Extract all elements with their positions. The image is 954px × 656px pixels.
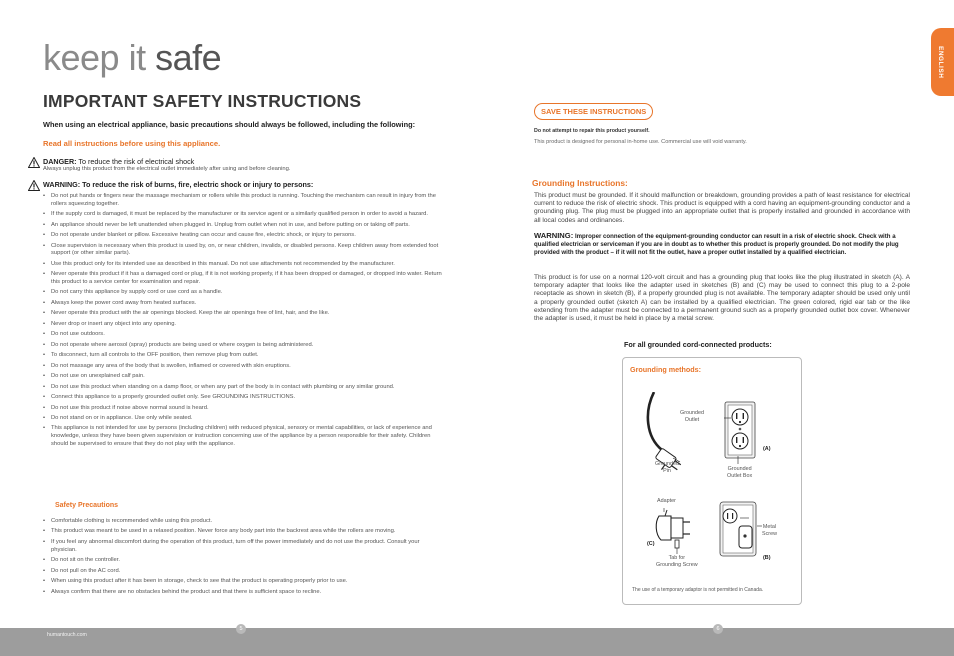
list-item: • Do not use this product when standing on a damp floor, or when any part of the body is in contact with plumbing or any similar ground. [43, 384, 448, 392]
label-line: Grounded [680, 410, 704, 416]
label-line: Pin [663, 467, 671, 474]
grounding-title: Grounding Instructions: [532, 178, 628, 188]
list-item: • Comfortable clothing is recommended while using this product. [43, 518, 438, 526]
grounded-outlet-icon [725, 402, 755, 458]
outlet-box-label [727, 466, 752, 479]
list-item: • Do not put hands or fingers near the massage mechanism or rollers while this product is running. Touching the mechanism can result in injury from the rollers squeezing together. [43, 193, 448, 208]
danger-block [28, 157, 448, 177]
list-item: • Connect this appliance to a properly grounded outlet only. See GROUNDING INSTRUCTIONS. [43, 394, 448, 402]
list-item: • Do not use on unexplained calf pain. [43, 373, 448, 381]
list-item: • Do not operate where aerosol (spray) products are being used or where oxygen is being administered. [43, 342, 448, 350]
warning-triangle-icon [28, 157, 40, 168]
language-tab-label: ENGLISH [937, 46, 944, 79]
grounding-methods-title: Grounding methods: [630, 365, 702, 374]
list-item: • If you feel any abnormal discomfort during the operation of this product, turn off the power immediately and do not use the product. Consult your physician. [43, 539, 438, 554]
save-instructions-badge: SAVE THESE INSTRUCTIONS [534, 103, 653, 120]
adapter-label: Adapter [657, 498, 676, 504]
metal-screw-label [762, 524, 777, 537]
warning-block [28, 180, 448, 192]
grounding-warning-text: Improper connection of the equipment-grounding conductor can result in a risk of electric shock. Check with a qualified electrician or serviceman if you are in doubt as to whether this product is properly grounded. Do not modify the plug provided with the product – if it will not fit the outlet, have a proper outlet installed by a qualified electrician. [534, 233, 899, 257]
grounding-text: This product must be grounded. If it should malfunction or breakdown, grounding provides a path of least resistance for electrical current to reduce the risk of electric shock. This product is equipped with a cord having an equipment-grounding conductor and a grounding plug. The plug must be plugged into an appropriate outlet that is properly installed and grounded in accordance with all local codes and ordinances. [534, 192, 910, 224]
page-number-right: 6 [713, 624, 723, 634]
list-item: • Never operate this product with the air openings blocked. Keep the air openings free of lint, hair, and the like. [43, 310, 448, 318]
for-all-products-heading: For all grounded cord-connected products: [624, 340, 772, 349]
grounding-warning-label: WARNING: [534, 231, 574, 240]
label-line: Screw [762, 530, 777, 537]
canada-note: The use of a temporary adaptor is not permitted in Canada. [632, 587, 764, 593]
list-item: • Never drop or insert any object into any opening. [43, 321, 448, 329]
page-title [43, 36, 221, 80]
grounding-warning [534, 232, 910, 258]
safety-precautions-title: Safety Precautions [55, 502, 119, 509]
list-item: • If the supply cord is damaged, it must be replaced by the manufacturer or its service agent or a similarly qualified person in order to avoid a hazard. [43, 211, 448, 219]
label-line: Grounding Screw [656, 561, 698, 568]
tab-grounding-label [656, 555, 698, 568]
sketch-a-diagram [640, 392, 790, 492]
list-item: • Do not sit on the controller. [43, 557, 438, 565]
warning-label: WARNING: [43, 180, 81, 189]
grounded-outlet-label [680, 410, 704, 423]
list-item: • An appliance should never be left unattended when plugged in. Unplug from outlet when not in use, and before putting on or taking off parts. [43, 222, 448, 230]
label-line: Grounded [655, 461, 679, 467]
list-item: • Always keep the power cord away from heated surfaces. [43, 300, 448, 308]
warning-triangle-icon [28, 180, 40, 191]
list-item: • Do not pull on the AC cord. [43, 568, 438, 576]
circuit-text: This product is for use on a normal 120-volt circuit and has a grounding plug that looks like the plug illustrated in sketch (A). A temporary adapter that looks like the adapter used in sketches (B) and (C) may be used to connect this plug to a 2-pole receptacle as shown in sketch (B), if a properly grounded plug is not available. The temporary adapter should be used only until a properly grounded outlet (sketch A) can be installed by a qualified electrician. The green colored, rigid ear tab or the like extending from the adapter must be connected to a permanent ground such as a properly grounded outlet box cover. Whenever the adapter is used, it must be held in place by a metal screw. [534, 274, 910, 323]
safety-bullet-list [43, 193, 448, 451]
sketch-c-tag: (C) [647, 541, 655, 547]
warning-heading: To reduce the risk of burns, fire, electric shock or injury to persons: [82, 180, 314, 189]
list-item: • Use this product only for its intended use as described in this manual. Do not use attachments not recommended by the manufacturer. [43, 261, 448, 269]
danger-heading: To reduce the risk of electrical shock [78, 157, 195, 166]
page-number-left: 5 [236, 624, 246, 634]
designed-text: This product is designed for personal in-home use. Commercial use will void warranty. [534, 139, 747, 145]
sketch-a-tag: (A) [763, 446, 771, 452]
language-tab[interactable] [931, 28, 954, 96]
title-keep-it: keep it [43, 37, 146, 78]
list-item: • Do not massage any area of the body that is swollen, inflamed or covered with skin eruptions. [43, 363, 448, 371]
list-item: • Do not use this product if noise above normal sound is heard. [43, 405, 448, 413]
list-item: • This product was meant to be used in a relaxed position. Never force any body part into the backrest area while the rollers are moving. [43, 528, 438, 536]
label-line: Tab for [668, 555, 686, 561]
label-line: Outlet [684, 416, 700, 423]
lead-text: When using an electrical appliance, basic precautions should always be followed, including the following: [43, 120, 416, 129]
list-item: • This appliance is not intended for use by persons (including children) with reduced physical, sensory or mental capabilities, or lack of experience and knowledge, unless they have been given supervision or instruction concerning use of the appliance by a person responsible for their safety. Children should be supervised to ensure that they do not play with the appliance. [43, 425, 448, 448]
power-cord-icon [648, 392, 662, 450]
dont-repair-text: Do not attempt to repair this product yourself. [534, 128, 650, 134]
list-item: • Do not use outdoors. [43, 331, 448, 339]
list-item: • Always confirm that there are no obstacles behind the product and that there is sufficient space to recline. [43, 589, 438, 597]
footer-url: humantouch.com [47, 632, 87, 638]
label-line: Metal [762, 524, 777, 530]
list-item: • To disconnect, turn all controls to the OFF position, then remove plug from outlet. [43, 352, 448, 360]
list-item: • Do not carry this appliance by supply cord or use cord as a handle. [43, 289, 448, 297]
title-safe: safe [155, 37, 222, 78]
list-item: • Do not stand on or in appliance. Use only while seated. [43, 415, 448, 423]
label-line: Grounded [727, 466, 752, 472]
sketch-b-tag: (B) [763, 555, 771, 561]
grounded-pin-label [655, 461, 679, 474]
safety-precautions-list [43, 518, 438, 599]
danger-label: DANGER: [43, 157, 77, 166]
section-title: IMPORTANT SAFETY INSTRUCTIONS [43, 91, 362, 111]
adapter-icon [656, 510, 690, 548]
list-item: • When using this product after it has been in storage, check to see that the product is operating properly prior to use. [43, 578, 438, 586]
label-line: Outlet Box [727, 472, 753, 479]
footer-bar [0, 628, 954, 656]
two-pole-outlet-icon [720, 502, 756, 556]
list-item: • Never operate this product if it has a damaged cord or plug, if it is not working properly, if it has been dropped or damaged, or dropped into water. Return this product to a service center for examination and repair. [43, 271, 448, 286]
danger-text: Always unplug this product from the electrical outlet immediately after using and before cleaning. [43, 166, 291, 172]
list-item: • Close supervision is necessary when this product is used by, on, or near children, invalids, or disabled persons. Keep children away from extended foot support (or other similar parts). [43, 243, 448, 258]
list-item: • Do not operate under blanket or pillow. Excessive heating can occur and cause fire, electric shock, or injury to persons. [43, 232, 448, 240]
read-all-text: Read all instructions before using this appliance. [43, 139, 221, 148]
